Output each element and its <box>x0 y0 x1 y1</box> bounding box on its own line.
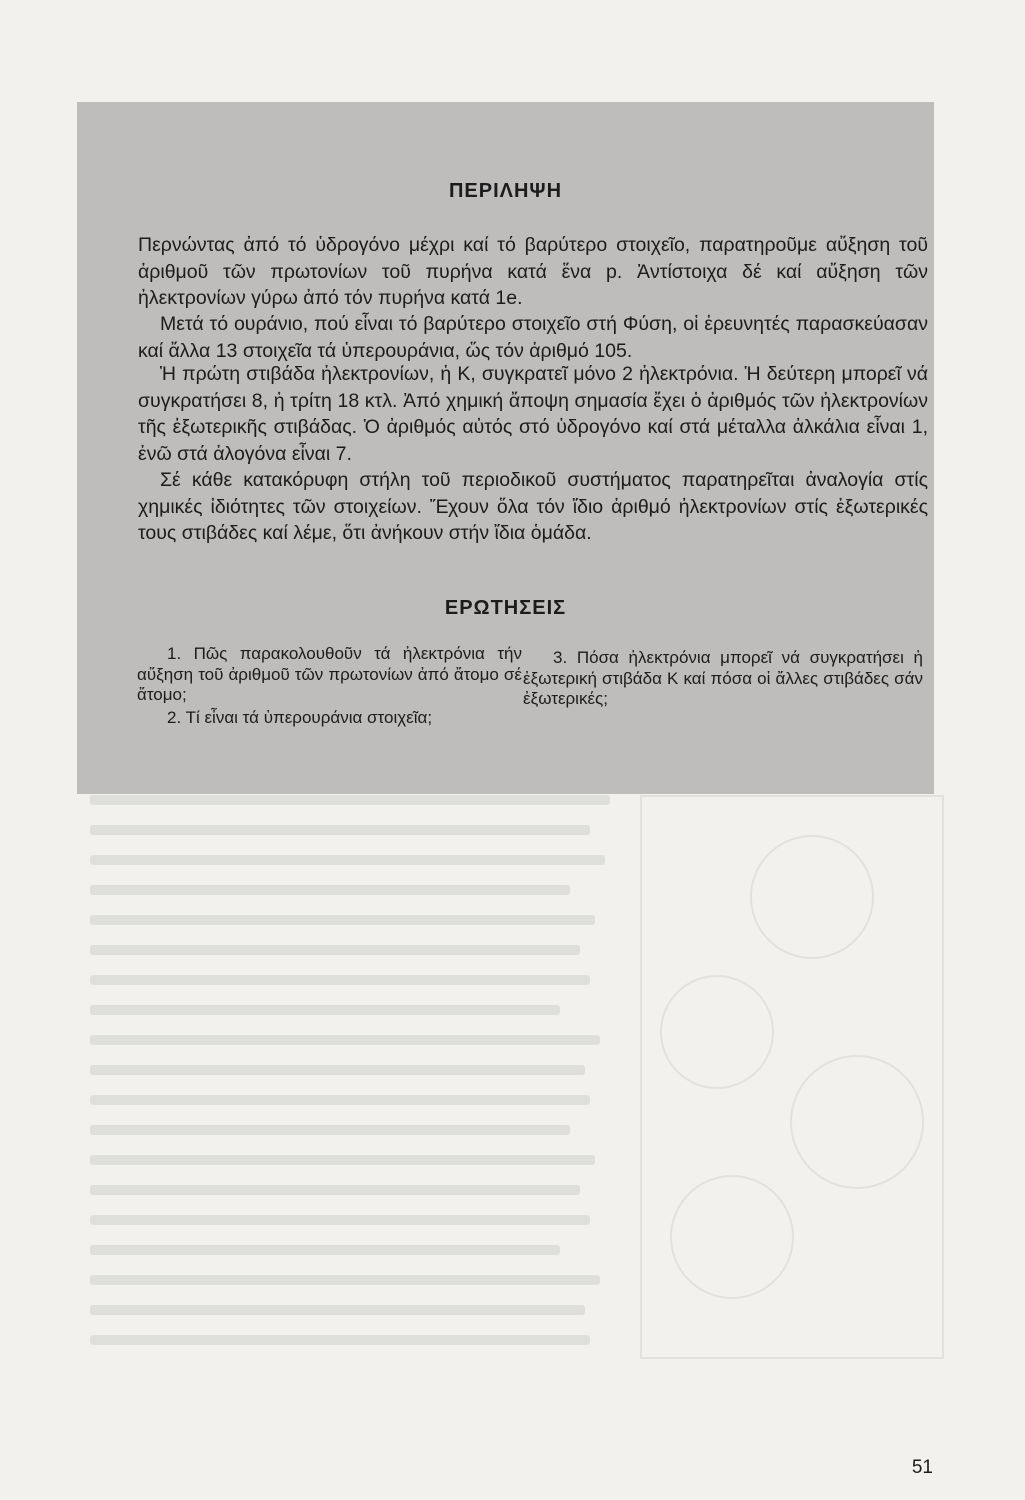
question-2: 2. Τί εἶναι τά ὑπερουράνια στοιχεῖα; <box>167 707 433 727</box>
question-3: 3. Πόσα ἠλεκτρόνια μπορεῖ νά συγκρατήσει ἡ ἐξωτερική στιβάδα Κ καί πόσα οἱ ἄλλες στιβάδες σάν ἐξωτερικές; <box>523 648 923 708</box>
summary-paragraph-3: Ἡ πρώτη στιβάδα ἠλεκτρονίων, ἡ Κ, συγκρατεῖ μόνο 2 ἠλεκτρόνια. Ἡ δεύτερη μπορεῖ νά συγκρατήσει 8, ἡ τρίτη 18 κτλ. Ἀπό χημική ἄποψη σημασία ἔχει ὁ ἀριθμός τῶν ἠλεκτρονίων τῆς ἐξωτερικῆς στιβάδας. Ὁ ἀριθμός αὐτός στό ὑδρογόνο καί στά μέταλλα ἀλκάλια εἶναι 1, ἐνῶ στά ἀλογόνα εἶναι 7. <box>138 363 928 465</box>
summary-paragraph-4: Σέ κάθε κατακόρυφη στήλη τοῦ περιοδικοῦ συστήματος παρατηρεῖται ἀναλογία στίς χημικές ἰδιότητες τῶν στοιχείων. Ἔχουν ὅλα τόν ἴδιο ἀριθμό ἠλεκτρονίων στίς ἐξωτερικές τους στιβάδες καί λέμε, ὅτι ἀνήκουν στήν ἴδια ὁμάδα. <box>138 469 928 544</box>
questions-right-column <box>523 648 923 712</box>
questions-left-column <box>137 644 522 730</box>
question-1: 1. Πῶς παρακολουθοῦν τά ἠλεκτρόνια τήν αὔξηση τοῦ ἀριθμοῦ τῶν πρωτονίων ἀπό ἄτομο σέ ἄτομο; <box>137 644 522 704</box>
summary-heading: ΠΕΡΙΛΗΨΗ <box>448 180 563 202</box>
page-number: 51 <box>911 1457 933 1478</box>
summary-paragraph-2: Μετά τό ουράνιο, πού εἶναι τό βαρύτερο στοιχεῖο στή Φύση, οἱ ἐρευνητές παρασκεύασαν καί ἄλλα 13 στοιχεῖα τά ὑπερουράνια, ὥς τόν ἀριθμό 105. <box>138 313 928 362</box>
summary-paragraph-1: Περνώντας ἀπό τό ὑδρογόνο μέχρι καί τό βαρύτερο στοιχεῖο, παρατηροῦμε αὔξηση τοῦ ἀριθμοῦ τῶν πρωτονίων τοῦ πυρήνα κατά ἕνα p. Ἀντίστοιχα δέ καί αὔξηση τῶν ἠλεκτρονίων γύρω ἀπό τόν πυρήνα κατά 1e. <box>138 234 928 309</box>
questions-heading: ΕΡΩΤΗΣΕΙΣ <box>444 597 567 619</box>
summary-box <box>77 102 934 794</box>
